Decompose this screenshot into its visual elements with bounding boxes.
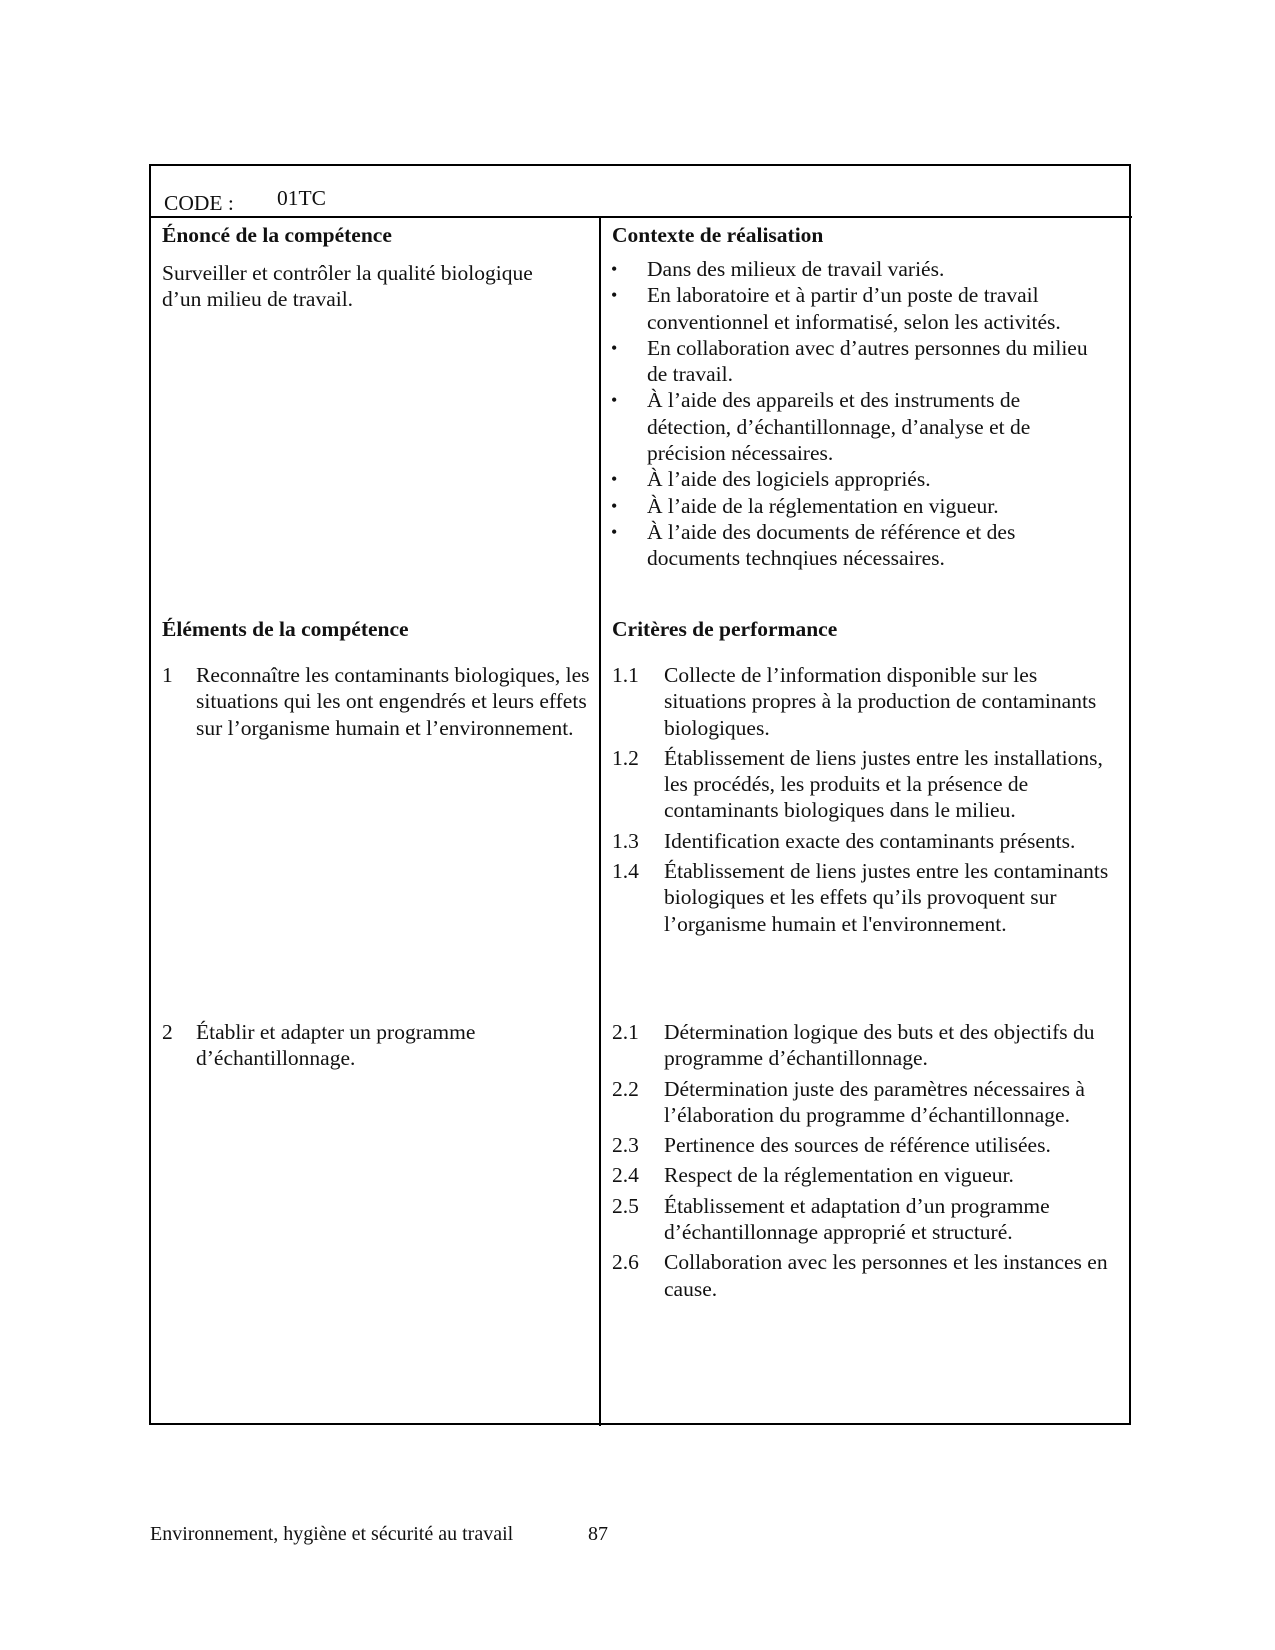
critere-item: 1.4 Établissement de liens justes entre les contaminants biologiques et les effets qu’ils provoquent sur l’organisme humain et l'environnement. bbox=[612, 859, 1109, 936]
critere-item: 2.4 Respect de la réglementation en vigueur. bbox=[612, 1163, 1014, 1188]
code-row-divider bbox=[149, 216, 1132, 218]
contexte-item: • À l’aide des appareils et des instruments de détection, d’échantillonnage, d’analyse et de précision nécessaires. bbox=[611, 388, 1031, 466]
contexte-item: • À l’aide de la réglementation en vigueur. bbox=[611, 493, 999, 518]
critere-item: 2.6 Collaboration avec les personnes et les instances en cause. bbox=[612, 1250, 1108, 1301]
bullet-icon: • bbox=[611, 259, 618, 279]
critere-item: 1.3 Identification exacte des contaminants présents. bbox=[612, 828, 1076, 853]
critere-item: 2.3 Pertinence des sources de référence utilisées. bbox=[612, 1133, 1051, 1158]
critere-item: 1.2 Établissement de liens justes entre les installations, les procédés, les produits et la présence de contaminants biologiques dans le milieu. bbox=[612, 745, 1103, 823]
code-label: CODE : bbox=[164, 191, 234, 215]
contexte-list bbox=[611, 256, 1091, 572]
contexte-heading: Contexte de réalisation bbox=[612, 223, 824, 247]
element-number: 2 bbox=[162, 1020, 173, 1044]
criteres-group-2 bbox=[612, 1019, 1122, 1306]
critere-item: 2.1 Détermination logique des buts et des objectifs du programme d’échantillonnage. bbox=[612, 1020, 1095, 1071]
column-divider bbox=[599, 217, 601, 1426]
element-text: Établir et adapter un programme d’échantillonnage. bbox=[196, 1020, 476, 1071]
footer-title: Environnement, hygiène et sécurité au travail bbox=[150, 1523, 514, 1545]
page-number: 87 bbox=[588, 1523, 608, 1545]
contexte-item: • À l’aide des documents de référence et des documents technqiues nécessaires. bbox=[611, 519, 1016, 571]
elements-heading: Éléments de la compétence bbox=[162, 617, 409, 641]
code-value: 01TC bbox=[277, 186, 326, 210]
bullet-icon: • bbox=[611, 337, 618, 358]
element-number: 1 bbox=[162, 663, 173, 687]
critere-item: 1.1 Collecte de l’information disponible sur les situations propres à la production de contaminants biologiques. bbox=[612, 663, 1097, 740]
criteres-heading: Critères de performance bbox=[612, 617, 838, 641]
bullet-icon: • bbox=[611, 469, 618, 490]
contexte-item: • Dans des milieux de travail variés. bbox=[611, 257, 945, 281]
contexte-item: • En laboratoire et à partir d’un poste de travail conventionnel et informatisé, selon les activités. bbox=[611, 283, 1061, 334]
enonce-heading: Énoncé de la compétence bbox=[162, 223, 392, 247]
bullet-icon: • bbox=[611, 390, 618, 411]
bullet-icon: • bbox=[611, 285, 618, 306]
critere-item: 2.2 Détermination juste des paramètres nécessaires à l’élaboration du programme d’échantillonnage. bbox=[612, 1076, 1085, 1127]
element-item bbox=[162, 1019, 592, 1072]
element-item bbox=[162, 662, 592, 741]
enonce-text: Surveiller et contrôler la qualité biologique d’un milieu de travail. bbox=[162, 261, 533, 312]
contexte-item: • En collaboration avec d’autres personnes du milieu de travail. bbox=[611, 335, 1088, 387]
contexte-item: • À l’aide des logiciels appropriés. bbox=[611, 467, 931, 492]
bullet-icon: • bbox=[611, 495, 618, 516]
criteres-group-1 bbox=[612, 662, 1122, 941]
element-text: Reconnaître les contaminants biologiques, les situations qui les ont engendrés et leurs effets sur l’organisme humain et l’environnement. bbox=[196, 663, 590, 740]
bullet-icon: • bbox=[611, 521, 618, 542]
critere-item: 2.5 Établissement et adaptation d’un programme d’échantillonnage approprié et structuré. bbox=[612, 1193, 1050, 1245]
